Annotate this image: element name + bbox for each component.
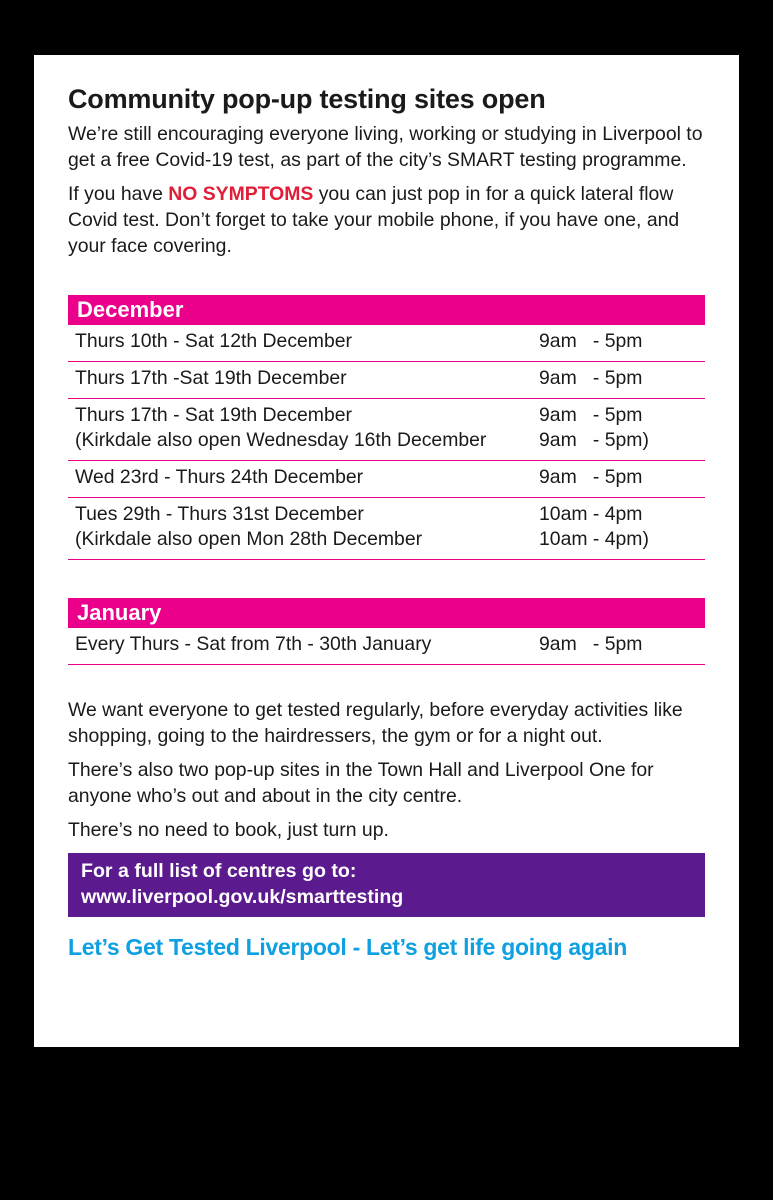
- outro-paragraph-2: There’s also two pop-up sites in the Town Hall and Liverpool One for anyone who’s out and about in the city centre.: [68, 759, 654, 807]
- time-line: 9am - 5pm: [539, 466, 643, 488]
- schedule-dates: [75, 366, 539, 391]
- schedule-dates: [75, 403, 539, 453]
- january-heading: January: [68, 598, 705, 628]
- january-section: [68, 598, 705, 665]
- intro-text-after: you can just pop in for a quick lateral flow Covid test. Don’t forget to take your mobile phone, if you have one, and your face covering.: [68, 183, 680, 257]
- outro: [68, 697, 705, 843]
- december-heading: December: [68, 295, 705, 325]
- december-section: [68, 295, 705, 560]
- time-line: 9am - 5pm: [539, 633, 643, 655]
- date-line: Wed 23rd - Thurs 24th December: [75, 466, 364, 488]
- intro-text-before: If you have: [68, 183, 169, 205]
- time-line: 9am - 5pm: [539, 367, 643, 389]
- schedule-row: [68, 498, 705, 560]
- leaflet-card: [34, 55, 739, 1047]
- january-rows: [68, 628, 705, 665]
- page-title: Community pop-up testing sites open: [68, 84, 546, 114]
- schedule-times: [539, 366, 705, 391]
- date-line: Thurs 17th - Sat 19th December: [75, 404, 352, 426]
- time-line: 10am - 4pm: [539, 503, 643, 525]
- december-rows: [68, 325, 705, 560]
- schedule-dates: [75, 632, 539, 657]
- smarttesting-link[interactable]: www.liverpool.gov.uk/smarttesting: [81, 886, 404, 908]
- date-line: Thurs 10th - Sat 12th December: [75, 330, 352, 352]
- date-line: Thurs 17th -Sat 19th December: [75, 367, 347, 389]
- schedule-dates: [75, 329, 539, 354]
- banner-line-1: For a full list of centres go to:: [81, 860, 357, 882]
- date-line: (Kirkdale also open Mon 28th December: [75, 528, 423, 550]
- time-line: 9am - 5pm: [539, 404, 643, 426]
- intro-paragraph-1: We’re still encouraging everyone living, working or studying in Liverpool to get a free Covid-19 test, as part of the city’s SMART testing programme.: [68, 123, 703, 171]
- date-line: (Kirkdale also open Wednesday 16th December: [75, 429, 487, 451]
- schedule-times: [539, 465, 705, 490]
- time-line: 9am - 5pm: [539, 330, 643, 352]
- schedule-row: [68, 628, 705, 665]
- schedule-row: [68, 461, 705, 498]
- schedule-times: [539, 632, 705, 657]
- outro-paragraph-1: We want everyone to get tested regularly, before everyday activities like shopping, going to the hairdressers, the gym or for a night out.: [68, 699, 683, 747]
- schedule-row: [68, 325, 705, 362]
- date-line: Tues 29th - Thurs 31st December: [75, 503, 364, 525]
- schedule-times: [539, 329, 705, 354]
- outro-paragraph-3: There’s no need to book, just turn up.: [68, 819, 389, 841]
- schedule-times: [539, 502, 705, 552]
- schedule-row: [68, 362, 705, 399]
- schedule-dates: [75, 502, 539, 552]
- tagline: Let’s Get Tested Liverpool - Let’s get life going again: [68, 934, 627, 960]
- schedule-row: [68, 399, 705, 461]
- time-line: 10am - 4pm): [539, 528, 649, 550]
- date-line: Every Thurs - Sat from 7th - 30th January: [75, 633, 432, 655]
- centres-banner: [68, 853, 705, 917]
- no-symptoms-highlight: NO SYMPTOMS: [168, 183, 314, 205]
- schedule-dates: [75, 465, 539, 490]
- time-line: 9am - 5pm): [539, 429, 649, 451]
- schedule-times: [539, 403, 705, 453]
- intro-paragraph-2: [68, 181, 705, 259]
